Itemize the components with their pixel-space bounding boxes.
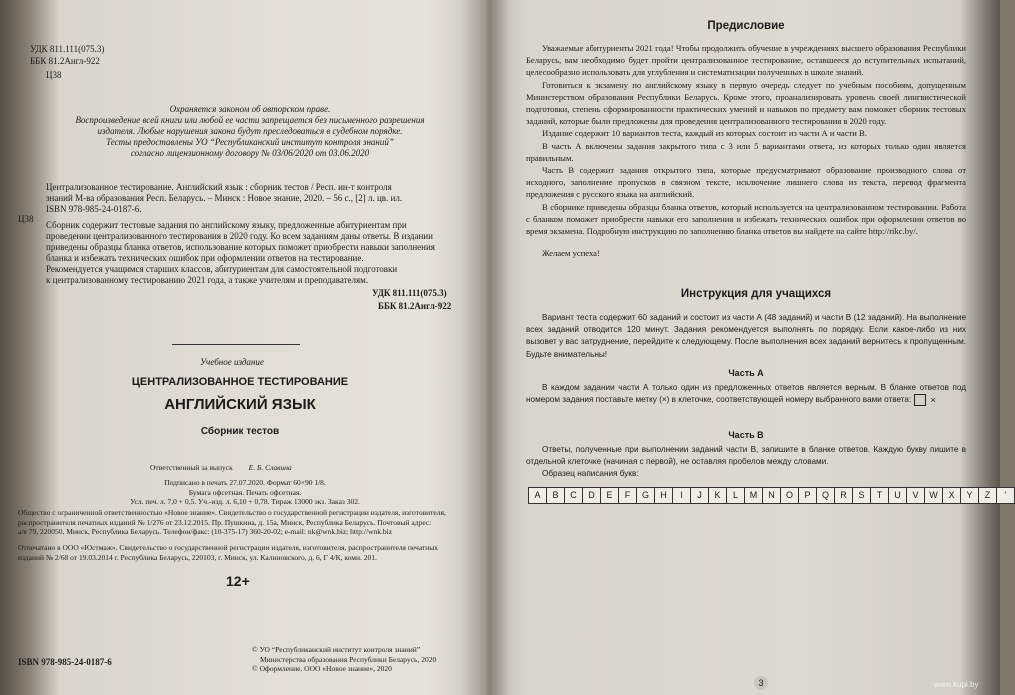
sample-letter-cell: L (726, 487, 745, 504)
preface-paragraph: Часть В содержит задания открытого типа, которые предусматривают образование производного слова от исходного, заполнение пропусков в связном тексте, исключение лишнего слова из текста, перевод фрагмента предложения с русского языка на английский. (526, 165, 966, 200)
sample-letter-cell: R (834, 487, 853, 504)
abstract-line: проведении централизованного тестирования в 2020 году. Ко всем заданиям даны ответы. В издании (46, 231, 433, 241)
abstract-line: приведены образцы бланка ответов, использование которых поможет приобрести навыки заполнения (46, 242, 435, 252)
copyright-line: Тесты предоставлены УО “Республиканский институт контроля знаний” (106, 137, 394, 147)
instruction-title: Инструкция для учащихся (680, 288, 832, 300)
part-a-text: В каждом задании части А только один из предложенных ответов является верным. В бланке ответов под номером задания поставьте метку (×) в клеточке, соответствующей номеру выбранного вами ответа: (526, 383, 966, 405)
preface-paragraph: Уважаемые абитуриенты 2021 года! Чтобы продолжить обучение в учреждениях высшего образования Республики Беларусь, вам необходимо будет пройти централизованное тестирование, оставшееся до вступительных испытаний, целесообразно использовать для углубления и систематизации полученных в школе знаний. (526, 43, 966, 78)
catalog-line: Централизованное тестирование. Английский язык : сборник тестов / Респ. ин-т контроля (46, 182, 392, 192)
print-line: Бумага офсетная. Печать офсетная. (188, 487, 302, 497)
printer-line: изданий № 2/68 от 19.03.2014 г. Республика Беларусь, 220103, г. Минск, ул. Калиновского, д. 6, Г 4/К, комн. 201. (18, 552, 377, 562)
part-a-body (526, 382, 966, 407)
preface-paragraph: В часть А включены задания закрытого типа с 3 или 5 вариантами ответа, из которых только один является правильным. (526, 140, 966, 163)
book-title-main: ЦЕНТРАЛИЗОВАННОЕ ТЕСТИРОВАНИЕ (131, 376, 349, 388)
part-b-text: Ответы, полученные при выполнении заданий части В, запишите в бланке ответов. Каждую букву пишите в отдельной клеточке (начиная с первой), не оставляя пробелов между словами. (526, 445, 966, 467)
sample-letters-row (528, 487, 1014, 504)
divider (172, 344, 300, 345)
copyright-notice (40, 104, 460, 159)
copyright-line: Воспроизведение всей книги или любой ее части запрещается без письменного разрешения (75, 115, 425, 125)
sample-letter-cell: N (762, 487, 781, 504)
cipher-top: Ц38 (46, 70, 62, 80)
preface-paragraph: Готовиться к экзамену по английскому языку в первую очередь следует по учебным пособиям, допущенным Министерством образования Республики Беларусь. Кроме этого, проанализировать уровень своей лингвистической подготовки, степень сформированности практических умений и навыков по предмету вам поможет сборник тестовых заданий, которые были предложены для проведения централизованного тестирования в 2020 году. (526, 79, 966, 127)
publisher-line: Общество с ограниченной ответственностью «Новое знание». Свидетельство о государственной регистрации издателя, изготовителя, (18, 508, 446, 517)
left-page (0, 0, 486, 695)
print-details (80, 478, 410, 507)
part-b-body (526, 444, 966, 481)
sample-letter-cell: T (870, 487, 889, 504)
page-number: 3 (754, 676, 768, 690)
print-line: Подписано в печать 27.07.2020. Формат 60×90 1/8. (164, 478, 326, 487)
age-rating: 12+ (226, 573, 250, 589)
sample-letter-cell: W (924, 487, 943, 504)
sample-letter-cell: Q (816, 487, 835, 504)
print-line: Усл. печ. л. 7,0 + 0,5. Уч.-изд. л. 6,10 + 0,78. Тираж 13000 экз. Заказ 302. (130, 497, 360, 506)
publisher-line: распространителя печатных изданий № 1/276 от 23.12.2015. Пр. Пушкина, д. 15а, Минск, Республика Беларусь. Почтовый адрес: (18, 517, 432, 527)
preface-paragraph: Издание содержит 10 вариантов теста, каждый из которых состоит из части А и части В. (542, 128, 867, 139)
responsible-person (150, 463, 292, 473)
right-page (486, 0, 1007, 695)
instruction-text: Вариант теста содержит 60 заданий и состоит из части А (48 заданий) и части В (12 заданий). На выполнение всех заданий отводится 120 минут. Задания рекомендуется выполнять по порядку. Если какое-либо из них вызовет у вас затруднение, перейдите к следующему. После выполнения всех заданий вернитесь к пропущенным. Будьте внимательны! (526, 313, 966, 359)
edition-type: Учебное издание (200, 357, 264, 367)
catalog-line: ISBN 978-985-24-0187-6. (46, 204, 142, 214)
copyright-line: согласно лицензионному договору № 03/06/2020 от 03.06.2020 (130, 148, 370, 158)
book-title-sub: Сборник тестов (200, 426, 280, 437)
publisher-info (18, 508, 480, 537)
abstract-line: к централизованному тестированию 2021 года, а также учителям и преподавателям. (46, 275, 369, 285)
sample-letter-cell: Z (978, 487, 997, 504)
copyright-holder-line: Министерства образования Республики Беларусь, 2020 (260, 654, 437, 664)
sample-letter-cell: V (906, 487, 925, 504)
bbk-top: ББК 81.2Англ-922 (30, 56, 100, 66)
sample-letter-cell: F (618, 487, 637, 504)
sample-letter-cell: M (744, 487, 763, 504)
checkbox-x-icon: × (914, 394, 926, 406)
abstract-line: бланка и избежать технических ошибок при оформлении ответов на тестирование. (46, 253, 364, 263)
sample-letter-cell: A (528, 487, 547, 504)
copyright-holder-line: © УО “Республиканский институт контроля знаний” (252, 645, 421, 654)
sample-letter-cell: E (600, 487, 619, 504)
sample-letter-cell: B (546, 487, 565, 504)
abstract (46, 220, 476, 286)
sample-letter-cell: C (564, 487, 583, 504)
preface-title: Предисловие (707, 20, 785, 32)
catalog-entry (46, 182, 476, 215)
udk-top: УДК 811.111(075.3) (30, 44, 105, 54)
sample-letter-cell: I (672, 487, 691, 504)
responsible-name: Е. Б. Славина (248, 463, 292, 472)
bbk-bottom: ББК 81.2Англ-922 (378, 301, 452, 311)
abstract-line: Сборник содержит тестовые задания по английскому языку, предложенные абитуриентам при (46, 220, 407, 230)
copyright-holders (252, 645, 480, 674)
preface-paragraph: В сборнике приведены образцы бланка ответов, который используется на централизованном тестировании. Работа с бланком поможет приобрести навыки его заполнения и избежать технических ошибок при оформлении ответов во время экзамена. Подробную инструкцию по заполнению бланка ответов вы найдете на сайте http://rikc.by/. (526, 201, 966, 237)
catalog-line: знаний М-ва образования Респ. Беларусь. – Минск : Новое знание, 2020. – 56 с., [2] л. цв. ил. (46, 193, 403, 203)
isbn-bottom: ISBN 978-985-24-0187-6 (18, 657, 112, 667)
sample-letter-cell: G (636, 487, 655, 504)
sample-letter-cell: X (942, 487, 961, 504)
responsible-label: Ответственный за выпуск (150, 463, 233, 472)
sample-letter-cell: D (582, 487, 601, 504)
sample-letter-cell: H (654, 487, 673, 504)
sample-letter-cell: J (690, 487, 709, 504)
watermark: www.kupi.by (934, 680, 979, 689)
sample-label: Образец написания букв: (542, 469, 639, 479)
sample-letter-cell: S (852, 487, 871, 504)
abstract-line: Рекомендуется учащимся старших классов, абитуриентам для самостоятельной подготовки (46, 264, 398, 274)
udk-bottom: УДК 811.111(075.3) (372, 288, 447, 298)
sample-letter-cell: P (798, 487, 817, 504)
part-b-title: Часть В (728, 430, 764, 440)
book-title-subject: АНГЛИЙСКИЙ ЯЗЫК (164, 396, 316, 413)
printer-info (18, 543, 480, 562)
catalog-cipher: Ц38 (18, 214, 34, 224)
copyright-holder-line: © Оформление. ООО «Новое знание», 2020 (252, 664, 392, 673)
preface-closing: Желаем успеха! (542, 248, 600, 259)
copyright-line: издателя. Любые нарушения закона будут преследоваться в судебном порядке. (97, 126, 403, 136)
instruction-body (526, 312, 966, 361)
preface-body (526, 42, 966, 259)
sample-letter-cell: Y (960, 487, 979, 504)
sample-letter-cell: U (888, 487, 907, 504)
printer-line: Отпечатано в ООО «Юстмаж». Свидетельство о государственной регистрации издателя, изготовителя, распространителя печатных (18, 543, 439, 552)
publisher-line: а/я 79, 220050, Минск, Республика Беларусь. Телефон/факс: (10-375-17) 360-20-02; e-mail: nk@wnk.biz; http://wnk.biz (18, 527, 393, 536)
sample-letter-cell: K (708, 487, 727, 504)
sample-letter-cell: ' (996, 487, 1015, 504)
sample-letter-cell: O (780, 487, 799, 504)
copyright-line: Охраняется законом об авторском праве. (169, 104, 331, 114)
part-a-title: Часть А (728, 368, 764, 378)
